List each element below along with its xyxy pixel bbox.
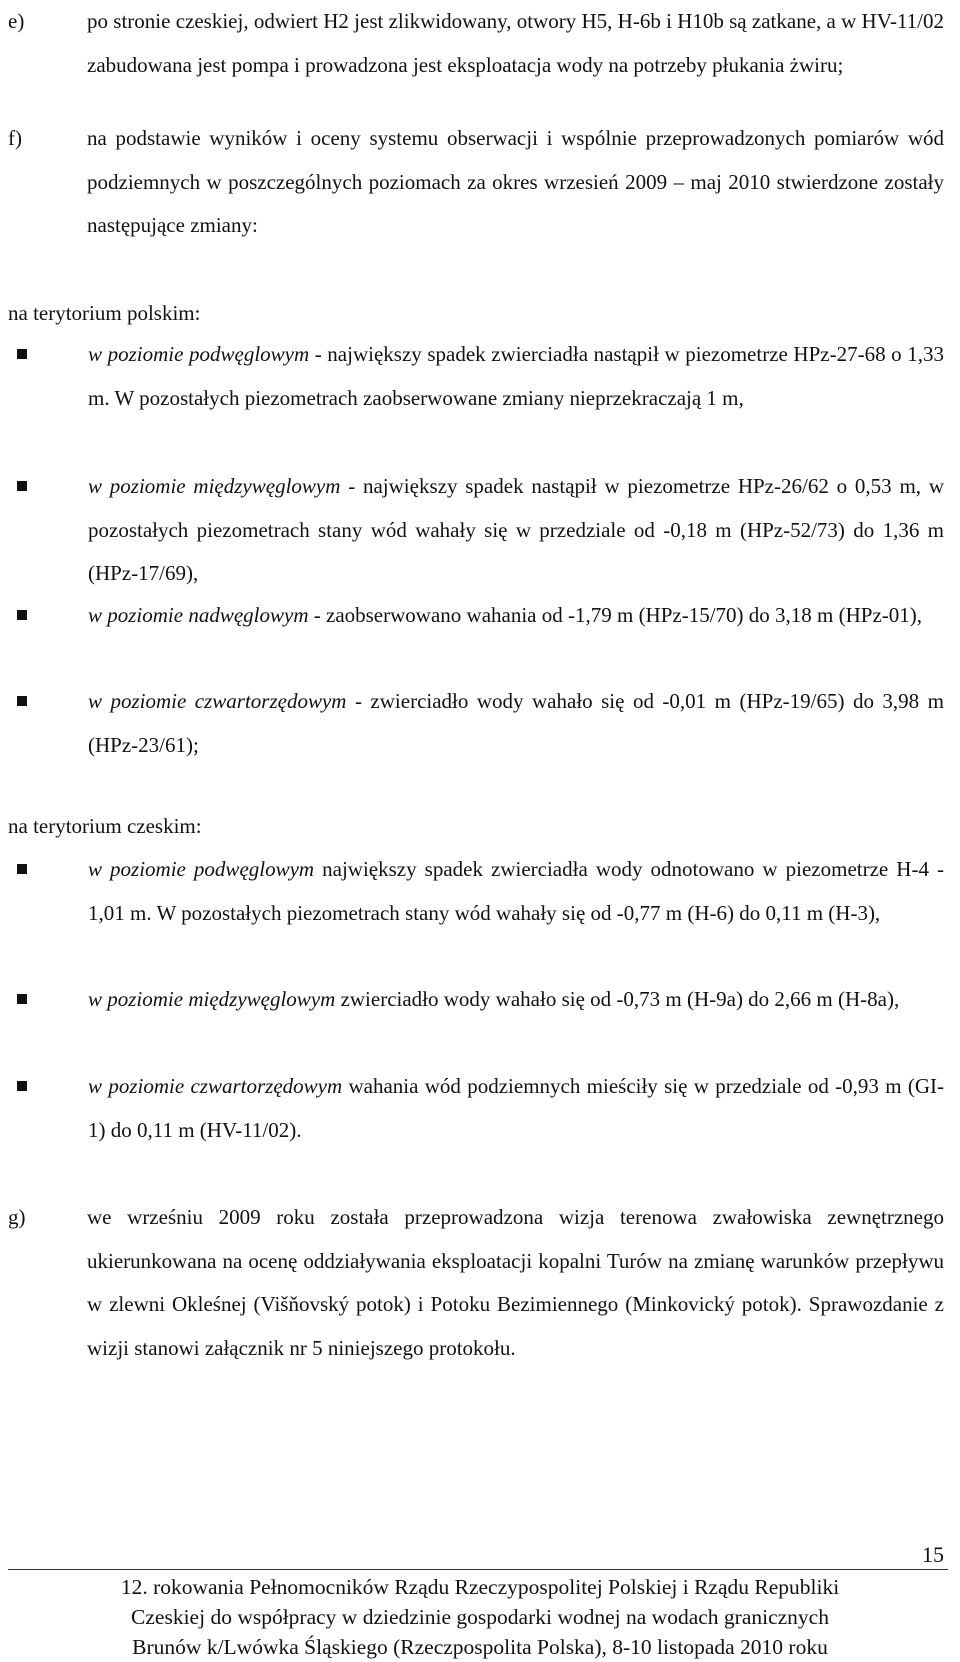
list-item xyxy=(8,848,944,935)
level-term: w poziomie międzywęglowym xyxy=(88,474,341,498)
item-text: zwierciadło wody wahało się od -0,73 m (H-9a) do 2,66 m (H-8a), xyxy=(335,987,900,1011)
level-term: w poziomie nadwęglowym xyxy=(88,603,309,627)
bullet-square-icon xyxy=(17,349,27,359)
list-item xyxy=(8,465,944,596)
level-term: w poziomie czwartorzędowym xyxy=(88,1074,343,1098)
level-term: w poziomie podwęglowym xyxy=(88,857,315,881)
bullet-square-icon xyxy=(17,864,27,874)
list-item xyxy=(8,333,944,420)
footer-divider xyxy=(8,1569,948,1570)
level-term: w poziomie czwartorzędowym xyxy=(88,689,347,713)
czech-territory-heading: na terytorium czeskim: xyxy=(8,814,202,838)
level-term: w poziomie międzywęglowym xyxy=(88,987,336,1011)
paragraph-f xyxy=(8,117,944,248)
footer-line: Czeskiej do współpracy w dziedzinie gospodarki wodnej na wodach granicznych xyxy=(131,1605,829,1629)
paragraph-text: na podstawie wyników i oceny systemu obserwacji i wspólnie przeprowadzonych pomiarów wód podziemnych w poszczególnych poziomach za okres wrzesień 2009 – maj 2010 stwierdzone zostały następujące zmiany: xyxy=(87,126,944,237)
level-term: w poziomie podwęglowym xyxy=(88,342,310,366)
paragraph-e xyxy=(8,0,944,87)
item-text: - największy spadek nastąpił w piezometrze HPz-26/62 o 0,53 m, w pozostałych piezometrach stany wód wahały się w przedziale od -0,18 m (HPz-52/73) do 1,36 m (HPz-17/69), xyxy=(88,474,944,585)
paragraph-label: f) xyxy=(8,126,22,150)
paragraph-label: g) xyxy=(8,1205,26,1229)
item-text: największy spadek zwierciadła wody odnotowano w piezometrze H-4 - 1,01 m. W pozostałych piezometrach stany wód wahały się od -0,77 m (H-6) do 0,11 m (H-3), xyxy=(88,857,944,925)
list-item xyxy=(8,680,944,767)
list-item xyxy=(8,1065,944,1152)
bullet-square-icon xyxy=(17,696,27,706)
page-number: 15 xyxy=(922,1542,944,1567)
bullet-square-icon xyxy=(17,1081,27,1091)
paragraph-g xyxy=(8,1196,944,1370)
bullet-square-icon xyxy=(17,610,27,620)
bullet-square-icon xyxy=(17,994,27,1004)
item-text: - największy spadek zwierciadła nastąpił w piezometrze HPz-27-68 o 1,33 m. W pozostałych piezometrach zaobserwowane zmiany nieprzekraczają 1 m, xyxy=(88,342,944,410)
list-item xyxy=(8,594,944,638)
item-text: - zwierciadło wody wahało się od -0,01 m (HPz-19/65) do 3,98 m (HPz-23/61); xyxy=(88,689,944,757)
item-text: wahania wód podziemnych mieściły się w przedziale od -0,93 m (GI-1) do 0,11 m (HV-11/02). xyxy=(88,1074,944,1142)
list-item xyxy=(8,978,944,1022)
paragraph-label: e) xyxy=(8,9,25,33)
footer-line: 12. rokowania Pełnomocników Rządu Rzeczypospolitej Polskiej i Rządu Republiki xyxy=(120,1575,840,1599)
paragraph-text: we wrześniu 2009 roku została przeprowadzona wizja terenowa zwałowiska zewnętrznego ukierunkowana na ocenę oddziaływania eksploatacji kopalni Turów na zmianę warunków przepływu w zlewni Okleśnej (Višňovský potok) i Potoku Bezimiennego (Minkovický potok). Sprawozdanie z wizji stanowi załącznik nr 5 niniejszego protokołu. xyxy=(87,1205,944,1360)
page-footer xyxy=(12,1572,948,1662)
footer-line: Brunów k/Lwówka Śląskiego (Rzeczpospolita Polska), 8-10 listopada 2010 roku xyxy=(132,1635,828,1659)
polish-territory-heading: na terytorium polskim: xyxy=(8,301,201,325)
paragraph-text: po stronie czeskiej, odwiert H2 jest zlikwidowany, otwory H5, H-6b i H10b są zatkane, a w HV-11/02 zabudowana jest pompa i prowadzona jest eksploatacja wody na potrzeby płukania żwiru; xyxy=(87,9,944,77)
item-text: - zaobserwowano wahania od -1,79 m (HPz-15/70) do 3,18 m (HPz-01), xyxy=(308,603,923,627)
bullet-square-icon xyxy=(17,481,27,491)
